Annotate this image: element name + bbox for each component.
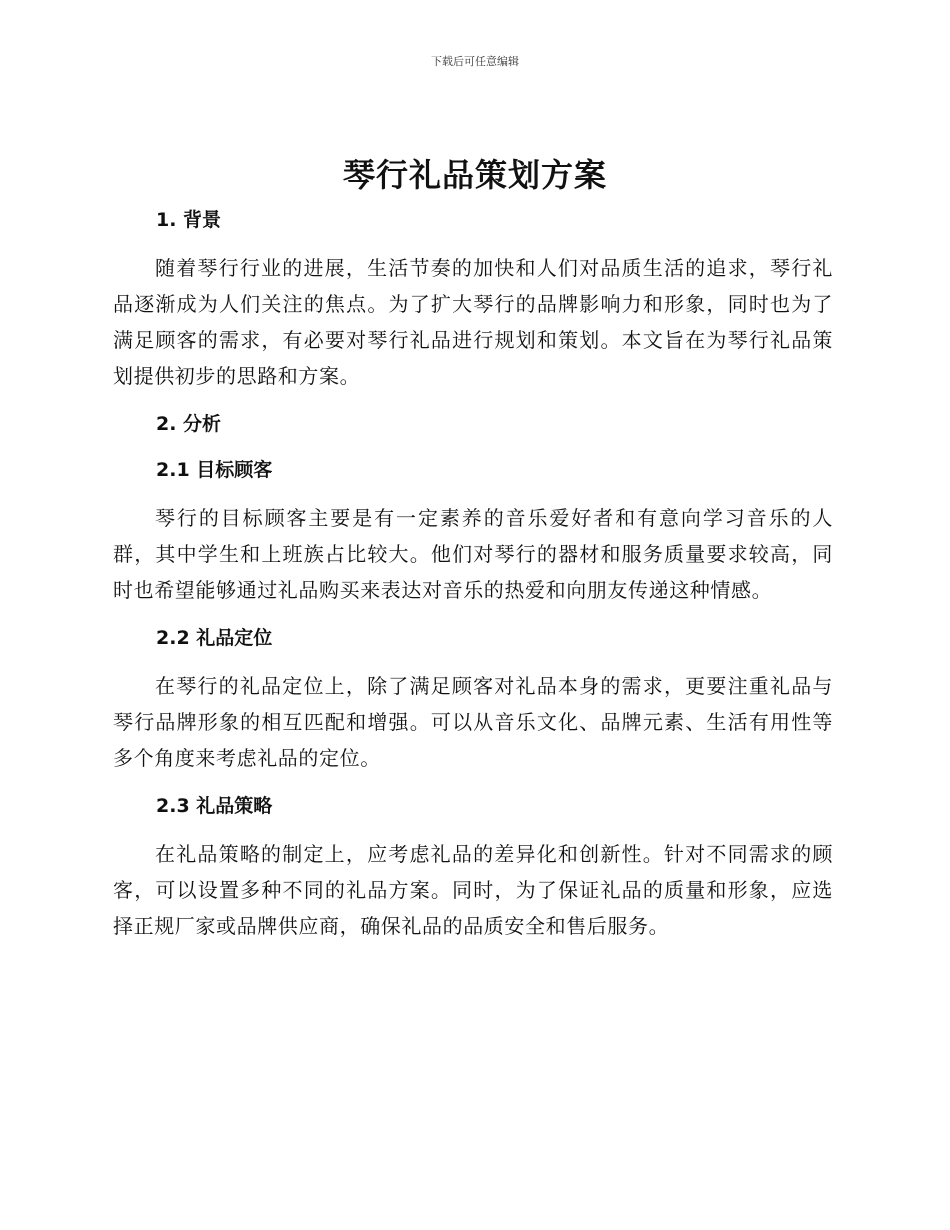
- section-paragraph-gift-positioning: 在琴行的礼品定位上，除了满足顾客对礼品本身的需求，更要注重礼品与琴行品牌形象的相互匹配和增强。可以从音乐文化、品牌元素、生活有用性等多个角度来考虑礼品的定位。: [113, 674, 833, 770]
- section-heading-analysis: 2. 分析: [156, 413, 222, 435]
- section-heading-gift-positioning: 2.2 礼品定位: [156, 627, 273, 649]
- document-title: 琴行礼品策划方案: [342, 156, 607, 194]
- section-paragraph-gift-strategy: 在礼品策略的制定上，应考虑礼品的差异化和创新性。针对不同需求的顾客，可以设置多种不同的礼品方案。同时，为了保证礼品的质量和形象，应选择正规厂家或品牌供应商，确保礼品的品质安全和售后服务。: [113, 842, 833, 938]
- section-heading-gift-strategy: 2.3 礼品策略: [156, 795, 273, 817]
- section-heading-background: 1. 背景: [156, 209, 222, 231]
- section-heading-target-customers: 2.1 目标顾客: [156, 459, 273, 481]
- document-body: [113, 204, 833, 944]
- section-paragraph-background: 随着琴行行业的进展，生活节奏的加快和人们对品质生活的追求，琴行礼品逐渐成为人们关注的焦点。为了扩大琴行的品牌影响力和形象，同时也为了满足顾客的需求，有必要对琴行礼品进行规划和策划。本文旨在为琴行礼品策划提供初步的思路和方案。: [113, 256, 833, 388]
- page-header-note: 下载后可任意编辑: [431, 55, 519, 68]
- section-paragraph-target-customers: 琴行的目标顾客主要是有一定素养的音乐爱好者和有意向学习音乐的人群，其中学生和上班族占比较大。他们对琴行的器材和服务质量要求较高，同时也希望能够通过礼品购买来表达对音乐的热爱和向朋友传递这种情感。: [113, 506, 833, 602]
